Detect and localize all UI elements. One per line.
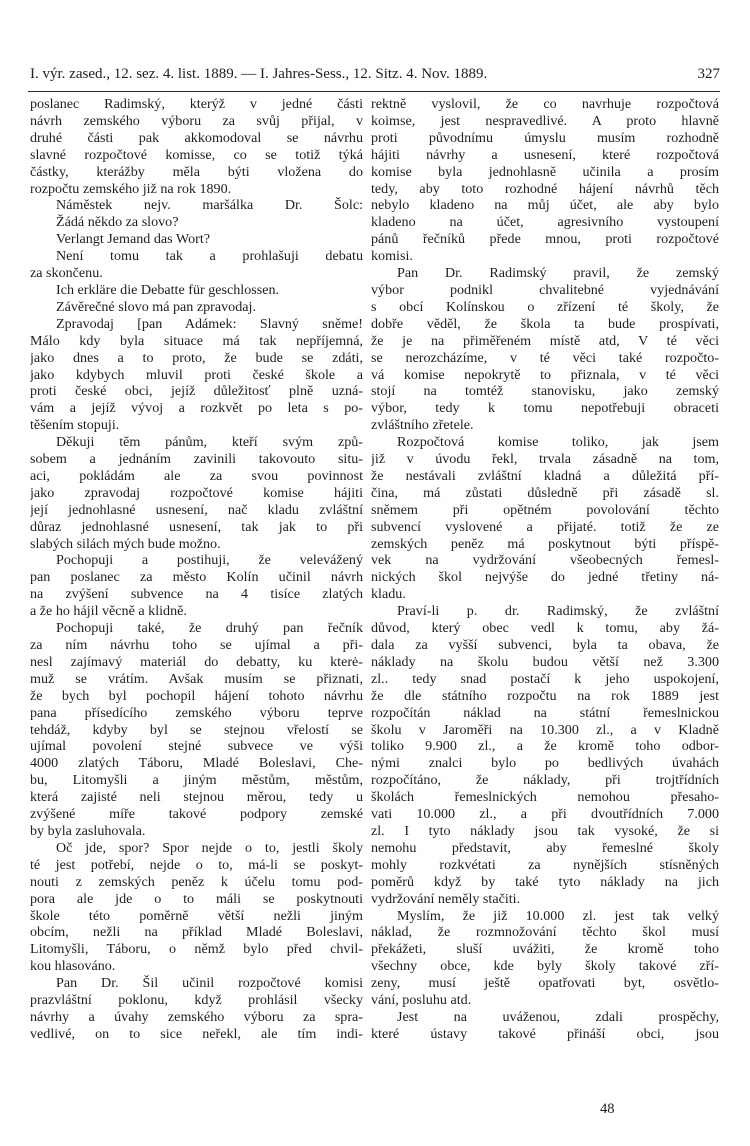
text-line: návrh zemského výboru za svůj přijal, v (30, 112, 363, 129)
text-line: aci, pokládám ale za svou povinnost (30, 467, 363, 484)
text-line: školu v Jaroměři na 10.300 zl., a v Kladně (371, 721, 719, 738)
text-line: vá komise nepokrytě to přiznala, v té věci (371, 366, 719, 383)
text-line: 4000 zlatých Táboru, Mladé Boleslavi, Che- (30, 755, 363, 772)
text-line: že je na přiměřeném místě atd, V té věci (371, 332, 719, 349)
text-line: vedlivé, on to sice neřekl, ale tím indi- (30, 1025, 363, 1042)
text-line: zl. I tyto náklady jsou tak vysoké, že si (371, 822, 719, 839)
text-line: Není tomu tak a prohlašuji debatu (56, 248, 363, 265)
text-line: výbor, tedy k tomu nepotřebuji obraceti (371, 400, 719, 417)
text-line: s obcí Kolínskou o zřízení té školy, že (371, 298, 719, 315)
text-line: náklad, že rozmnožování těchto škol musí (371, 924, 719, 941)
text-line: zl.. tedy snad postačí k jeho uspokojení, (371, 670, 719, 687)
text-line: škole této poměrně větší nežli jiným (30, 907, 363, 924)
text-line: Závěrečné slovo má pan zpravodaj. (56, 298, 256, 315)
text-line: té jest potřebí, nejde o to, má-li se poskyt- (30, 856, 363, 873)
text-line: zvýšené míře takové podpory zemské (30, 806, 363, 823)
text-line: sobem a jednáním zavinili takovouto situ- (30, 451, 363, 468)
text-line: nými znalci bylo po bedlivých úvahách (371, 755, 719, 772)
text-line: Děkuji těm pánům, kteří svým způ- (56, 434, 363, 451)
text-line: obcím, nežli na příklad Mladé Boleslavi, (30, 924, 363, 941)
text-line: Praví-li p. dr. Radimský, že zvláštní (397, 603, 719, 620)
text-line: částky, kterážby měla býti vložena do (30, 163, 363, 180)
text-line: proti původnímu úmyslu musím rozhodně (371, 129, 719, 146)
header-text: I. výr. zased., 12. sez. 4. list. 1889. — I. Jahres-Sess., 12. Sitz. 4. Nov. 1889. (30, 66, 488, 82)
header-rule (28, 91, 720, 92)
text-line: Pan Dr. Šil učinil rozpočtové komisi (56, 975, 363, 992)
text-line: slavné rozpočtové komisse, co se totiž týká (30, 146, 363, 163)
text-line: důraz jednohlasné usnesení, tak jak to při (30, 518, 363, 535)
text-line: by byla zasluhovala. (30, 822, 146, 839)
text-line: jako kdybych mluvil proti české škole a (30, 366, 363, 383)
text-line: subvencí vyslovené a přijaté. totiž že ze (371, 518, 719, 535)
text-line: sněmem při opětném povolování těchto (371, 501, 719, 518)
text-line: pana přísedícího zemského výboru teprve (30, 704, 363, 721)
text-line: nebylo kladeno na můj účet, ale aby bylo (371, 197, 719, 214)
text-line: Oč jde, spor? Spor nejde o to, jestli školy (56, 839, 363, 856)
text-line: tehdáž, kdyby byl se stejnou vřelostí se (30, 721, 363, 738)
text-line: kladu. (371, 586, 406, 603)
text-line: těšením stopuji. (30, 417, 120, 434)
text-line: Zpravodaj [pan Adámek: Slavný sněme! (56, 315, 363, 332)
text-line: vati 10.000 zl., a při dvoutřídních 7.000 (371, 806, 719, 823)
right-column (371, 96, 719, 1043)
text-line: za ním návrhu toho se ujímal a při- (30, 637, 363, 653)
text-line: výbor podnikl chvalitebné vyjednávání (371, 281, 719, 298)
text-line: všechny obce, kde byly školy takové zří- (371, 958, 719, 975)
text-line: bu, Litomyšli a jiným městům, městům, (30, 772, 363, 789)
text-line: za skončenu. (30, 265, 103, 282)
text-line: kou hlasováno. (30, 958, 116, 975)
text-line: komise byla jednohlasně učinila a prosím (371, 163, 719, 180)
text-line: nesl zajímavý materiál do debatty, ku kterė- (30, 653, 363, 670)
left-column (30, 96, 363, 1043)
text-line: Myslím, že již 10.000 zl. jest tak velký (397, 907, 719, 924)
text-line: jako dnes a to proto, že bude se zdáti, (30, 349, 363, 366)
text-line: vám a jejíž vývoj a rozkvět po leta s po- (30, 400, 363, 417)
text-line: kladeno na účet, agresivního vystoupení (371, 214, 719, 231)
text-line: nouti z zemských peněz k účelu tomu pod- (30, 873, 363, 890)
text-line: koimse, jest nespravedlivé. A proto hlavně (371, 112, 719, 129)
text-line: nických škol nejvýše do jedné třetiny ná- (371, 569, 719, 586)
text-line: poslanec Radimský, kterýž v jedné části (30, 96, 363, 112)
text-line: Žádá někdo za slovo? (56, 214, 179, 231)
text-line: proti české obci, jejíž důležitosť plně uzná- (30, 383, 363, 400)
text-line: Pochopuji a postihuji, že velevážený (56, 552, 363, 569)
text-line: toliko 9.900 zl., a že kromě toho odbor- (371, 738, 719, 755)
text-line: zemských peněz má poskytnout býti příspě- (371, 535, 719, 552)
text-line: prazvláštní poklonu, když prohlásil všecky (30, 992, 363, 1009)
text-line: rozpočtu zemského již na rok 1890. (30, 180, 232, 197)
text-line: muž se vrátím. Avšak musím se přiznati, (30, 670, 363, 687)
text-line: Pochopuji také, že druhý pan řečník (56, 620, 363, 637)
text-line: ujímal povolení stejné subvece ve výši (30, 738, 363, 755)
signature-mark: 48 (600, 1101, 615, 1117)
text-line: které ústavy takové přináší obci, jsou (371, 1025, 719, 1042)
text-line: vání, posluhu atd. (371, 992, 472, 1009)
text-line: Náměstek nejv. maršálka Dr. Šolc: (56, 197, 363, 214)
text-line: komisi. (371, 248, 413, 265)
text-line: Litomyšli, Táboru, o němž bylo před chvil- (30, 941, 363, 958)
text-line: se nerozcházíme, v té věci také rozpočto- (371, 349, 719, 366)
text-line: Jest na uváženou, zdali prospěchy, (397, 1008, 719, 1025)
text-line: důvod, který obec vedl k tomu, aby žá- (371, 620, 719, 637)
text-line: vek na vydržování všeobecných řemesl- (371, 552, 719, 569)
text-line: pan poslanec za město Kolín učinil návrh (30, 569, 363, 586)
running-header (30, 62, 720, 86)
text-line: dala za vyšší subvenci, byla ta obava, že (371, 637, 719, 653)
text-line: dobře věděl, že škola ta bude prospívati, (371, 315, 719, 332)
text-line: Verlangt Jemand das Wort? (56, 231, 210, 248)
text-line: tedy, aby toto rozhodné hájení návrhů těch (371, 180, 719, 197)
text-line: zeny, musí ještě opatřovati byt, osvětlo- (371, 975, 719, 992)
text-line: rektně vyslovil, že co navrhuje rozpočtová (371, 96, 719, 112)
text-line: Pan Dr. Radimský pravil, že zemský (397, 265, 719, 282)
text-line: na zvýšení subvence na 4 tisíce zlatých (30, 586, 363, 603)
text-line: stojí na tomtéž stanovisku, jako zemský (371, 383, 719, 400)
text-line: slabých silách mých bude možno. (30, 535, 221, 552)
text-line: která zajisté neli stejnou měrou, tedy u (30, 789, 363, 806)
text-line: vydržování neměly stačiti. (371, 890, 521, 907)
text-line: nemohu představit, aby řemeslné školy (371, 839, 719, 856)
text-line: druhé části pak akkomodoval se návrhu (30, 129, 363, 146)
text-line: překážeti, sluší uvážiti, že kromě toho (371, 941, 719, 958)
text-line: poměrů když by také tyto náklady na jich (371, 873, 719, 890)
text-line: a že ho hájil věcně a klidně. (30, 603, 187, 620)
text-line: pora ale jde o to máli se poskytnouti (30, 890, 363, 907)
text-line: pánů řečníků přede mnou, proti rozpočtové (371, 231, 719, 248)
text-line: že nestávali zvláštní kladná a důležitá pří- (371, 467, 719, 484)
text-line: hájiti návrhy a usnesení, které rozpočtová (371, 146, 719, 163)
text-line: již v úvodu řekl, trvala zásadně na tom, (371, 451, 719, 468)
text-line: jako zpravodaj rozpočtové komise hájiti (30, 484, 363, 501)
text-line: zvláštního zřetele. (371, 417, 474, 434)
text-line: rozpočítán náklad na státní řemeslnickou (371, 704, 719, 721)
text-line: čina, má zůstati důsledně při zásadě sl. (371, 484, 719, 501)
text-line: náklady na školu budou větší než 3.300 (371, 653, 719, 670)
text-line: že bych byl pochopil hájení tohoto návrhu (30, 687, 363, 704)
text-line: mohly rozkvétati za nynějších stísněných (371, 856, 719, 873)
text-line: návrhy a úvahy zemského výboru za spra- (30, 1008, 363, 1025)
text-line: Málo kdy byla situace má tak nepříjemná, (30, 332, 363, 349)
page-number: 327 (697, 66, 720, 82)
text-line: rozpočítáno, že náklady, při trojtřídních (371, 772, 719, 789)
text-line: její jednohlasné usnesení, nač kladu zvláštní (30, 501, 363, 518)
text-line: Ich erkläre die Debatte für geschlossen. (56, 281, 280, 298)
text-line: Rozpočtová komise toliko, jak jsem (397, 434, 719, 451)
text-line: školách řemeslnických nemohou přesaho- (371, 789, 719, 806)
text-line: že dle státního rozpočtu na rok 1889 jest (371, 687, 719, 704)
